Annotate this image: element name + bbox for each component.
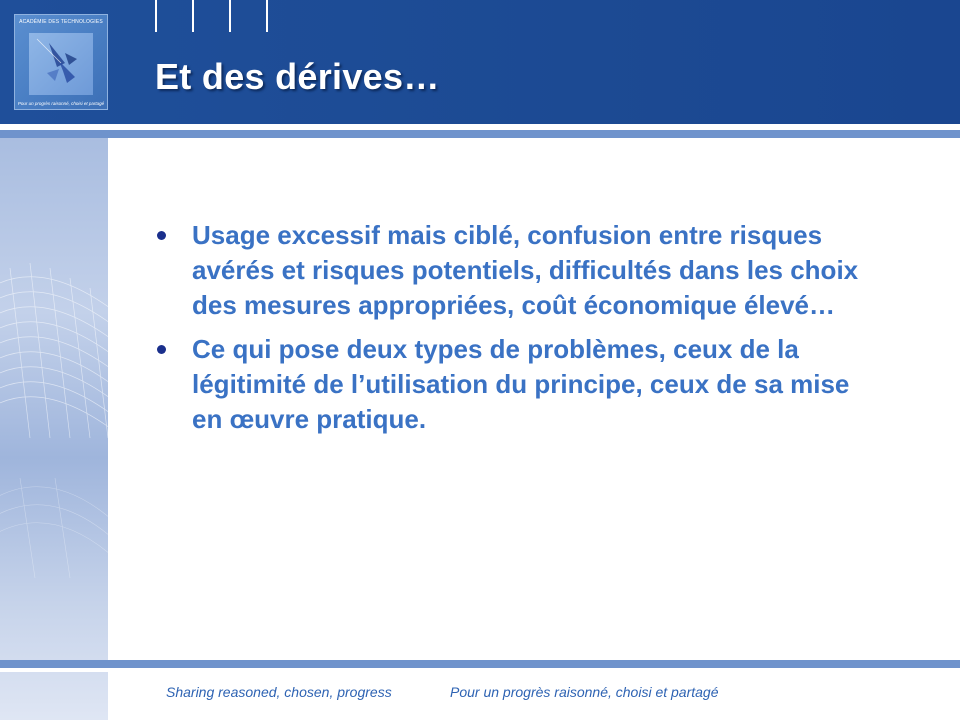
wireframe-decoration-icon xyxy=(0,138,108,720)
tick-mark xyxy=(155,0,157,32)
header-divider-blue xyxy=(0,130,960,138)
logo-emblem xyxy=(29,33,93,95)
bullet-dot-icon xyxy=(157,345,166,354)
tick-mark xyxy=(266,0,268,32)
bullet-list xyxy=(155,218,875,446)
footer-divider-blue xyxy=(0,660,960,668)
logo-bottom-text: Pour un progrès raisonné, choisi et partagé xyxy=(17,101,105,106)
footer-divider-light xyxy=(0,668,960,672)
tick-mark xyxy=(229,0,231,32)
abstract-figure-icon xyxy=(29,33,93,95)
footer-english-tagline: Sharing reasoned, chosen, progress xyxy=(166,684,392,700)
footer-french-tagline: Pour un progrès raisonné, choisi et partagé xyxy=(450,684,719,700)
header-tick-marks xyxy=(155,0,303,32)
bullet-item xyxy=(155,332,875,437)
bullet-dot-icon xyxy=(157,231,166,240)
slide-title: Et des dérives… xyxy=(155,56,440,97)
bullet-text: Usage excessif mais ciblé, confusion entre risques avérés et risques potentiels, difficultés dans les choix des mesures appropriées, coût économique élevé… xyxy=(192,220,859,320)
bullet-item xyxy=(155,218,875,323)
academie-logo xyxy=(14,14,108,110)
bullet-text: Ce qui pose deux types de problèmes, ceux de la légitimité de l’utilisation du principe, ceux de sa mise en œuvre pratique. xyxy=(192,334,850,434)
tick-mark xyxy=(192,0,194,32)
header-band xyxy=(0,0,960,124)
logo-top-text: ACADÉMIE DES TECHNOLOGIES xyxy=(19,19,103,25)
left-decorative-panel xyxy=(0,138,108,720)
